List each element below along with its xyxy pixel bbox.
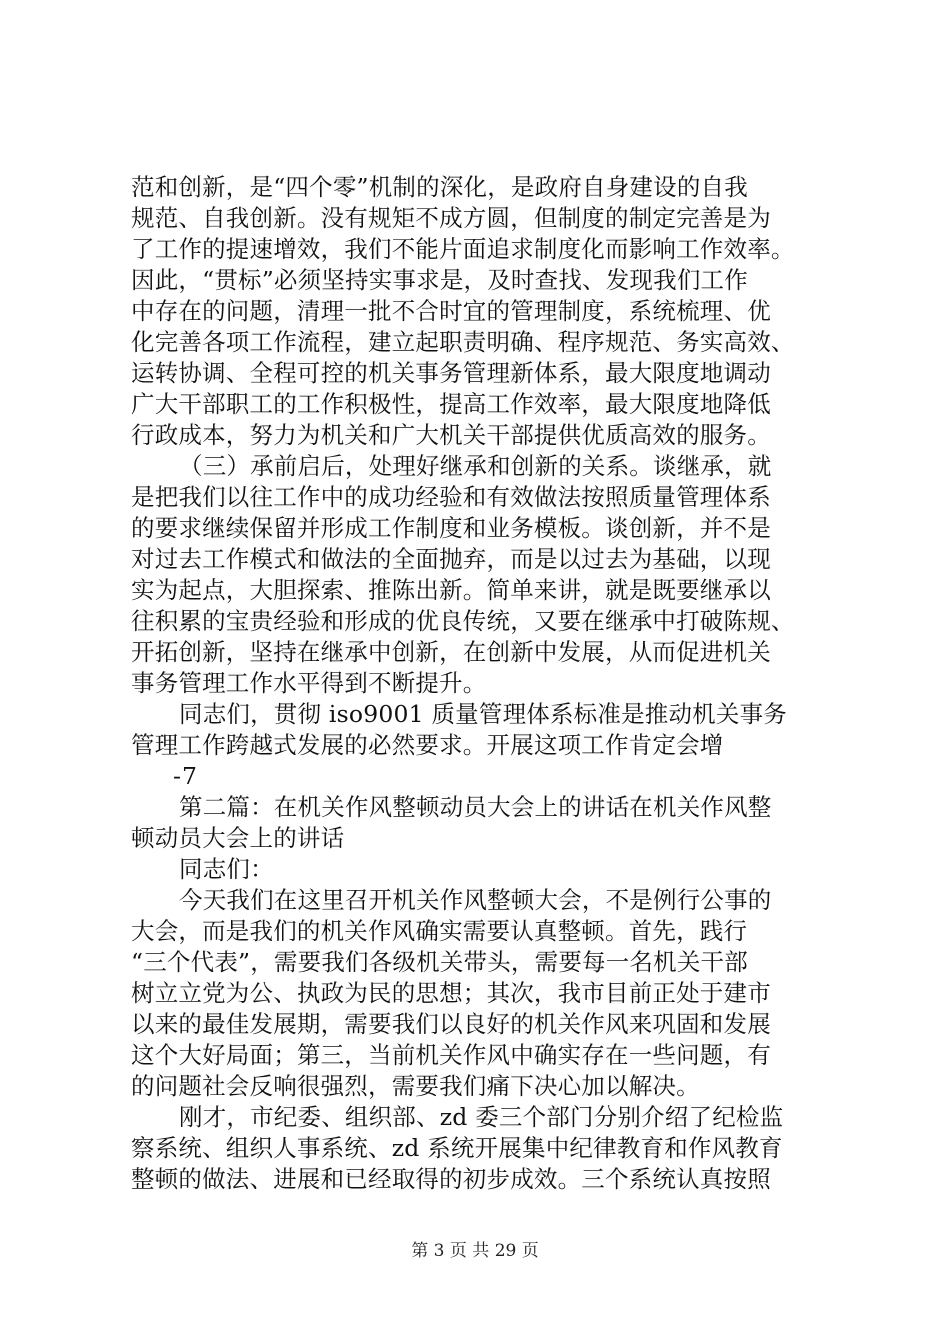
- text-line: 察系统、组织人事系统、zd 系统开展集中纪律教育和作风教育: [131, 1134, 783, 1162]
- text-line: 规范、自我创新。没有规矩不成方圆，但制度的制定完善是为: [131, 204, 771, 232]
- text-line: 开拓创新，坚持在继承中创新，在创新中发展，从而促进机关: [131, 638, 771, 666]
- text-line: 顿动员大会上的讲话: [131, 824, 345, 852]
- chapter-title-line: 第二篇：在机关作风整顿动员大会上的讲话在机关作风整: [179, 793, 772, 821]
- paragraph-start-line: 今天我们在这里召开机关作风整顿大会，不是例行公事的: [179, 886, 772, 914]
- text-line: 中存在的问题，清理一批不合时宜的管理制度，系统梳理、优: [131, 297, 771, 325]
- text-line: 以来的最佳发展期，需要我们以良好的机关作风来巩固和发展: [131, 1010, 771, 1038]
- text-line: 树立立党为公、执政为民的思想；其次，我市目前正处于建市: [131, 979, 771, 1007]
- document-body: [131, 172, 831, 1195]
- text-line: 这个大好局面；第三，当前机关作风中确实存在一些问题，有: [131, 1041, 771, 1069]
- text-line: 实为起点，大胆探索、推陈出新。简单来讲，就是既要继承以: [131, 576, 771, 604]
- section-heading-line: （三）承前启后，处理好继承和创新的关系。谈继承，就: [179, 452, 772, 480]
- salutation-line: 同志们：: [179, 855, 274, 883]
- text-line: 广大干部职工的工作积极性，提高工作效率，最大限度地降低: [131, 390, 771, 418]
- text-line: 行政成本，努力为机关和广大机关干部提供优质高效的服务。: [131, 421, 771, 449]
- text-line: 的问题社会反响很强烈，需要我们痛下决心加以解决。: [131, 1072, 700, 1100]
- text-line: 运转协调、全程可控的机关事务管理新体系，最大限度地调动: [131, 359, 771, 387]
- text-line: 往积累的宝贵经验和形成的优良传统，又要在继承中打破陈规、: [131, 607, 795, 635]
- text-line: 的要求继续保留并形成工作制度和业务模板。谈创新，并不是: [131, 514, 771, 542]
- paragraph-start-line: 刚才，市纪委、组织部、zd 委三个部门分别介绍了纪检监: [179, 1103, 784, 1131]
- text-line: 了工作的提速增效，我们不能片面追求制度化而影响工作效率。: [131, 235, 795, 263]
- text-line: 化完善各项工作流程，建立起职责明确、程序规范、务实高效、: [131, 328, 795, 356]
- page-number-footer: 第 3 页 共 29 页: [411, 1241, 539, 1261]
- text-line: 范和创新，是“四个零”机制的深化，是政府自身建设的自我: [131, 173, 748, 201]
- text-line: 对过去工作模式和做法的全面抛弃，而是以过去为基础，以现: [131, 545, 771, 573]
- text-line: 事务管理工作水平得到不断提升。: [131, 669, 487, 697]
- text-line: “三个代表”，需要我们各级机关带头，需要每一名机关干部: [131, 948, 748, 976]
- paragraph-start-line: 同志们，贯彻 iso9001 质量管理体系标准是推动机关事务: [179, 700, 787, 728]
- text-line: 是把我们以往工作中的成功经验和有效做法按照质量管理体系: [131, 483, 771, 511]
- text-line: 管理工作跨越式发展的必然要求。开展这项工作肯定会增: [131, 731, 724, 759]
- inline-page-marker: -7: [173, 762, 198, 790]
- text-line: 因此，“贯标”必须坚持实事求是，及时查找、发现我们工作: [131, 266, 748, 294]
- text-line: 大会，而是我们的机关作风确实需要认真整顿。首先，践行: [131, 917, 748, 945]
- text-line: 整顿的做法、进展和已经取得的初步成效。三个系统认真按照: [131, 1165, 771, 1193]
